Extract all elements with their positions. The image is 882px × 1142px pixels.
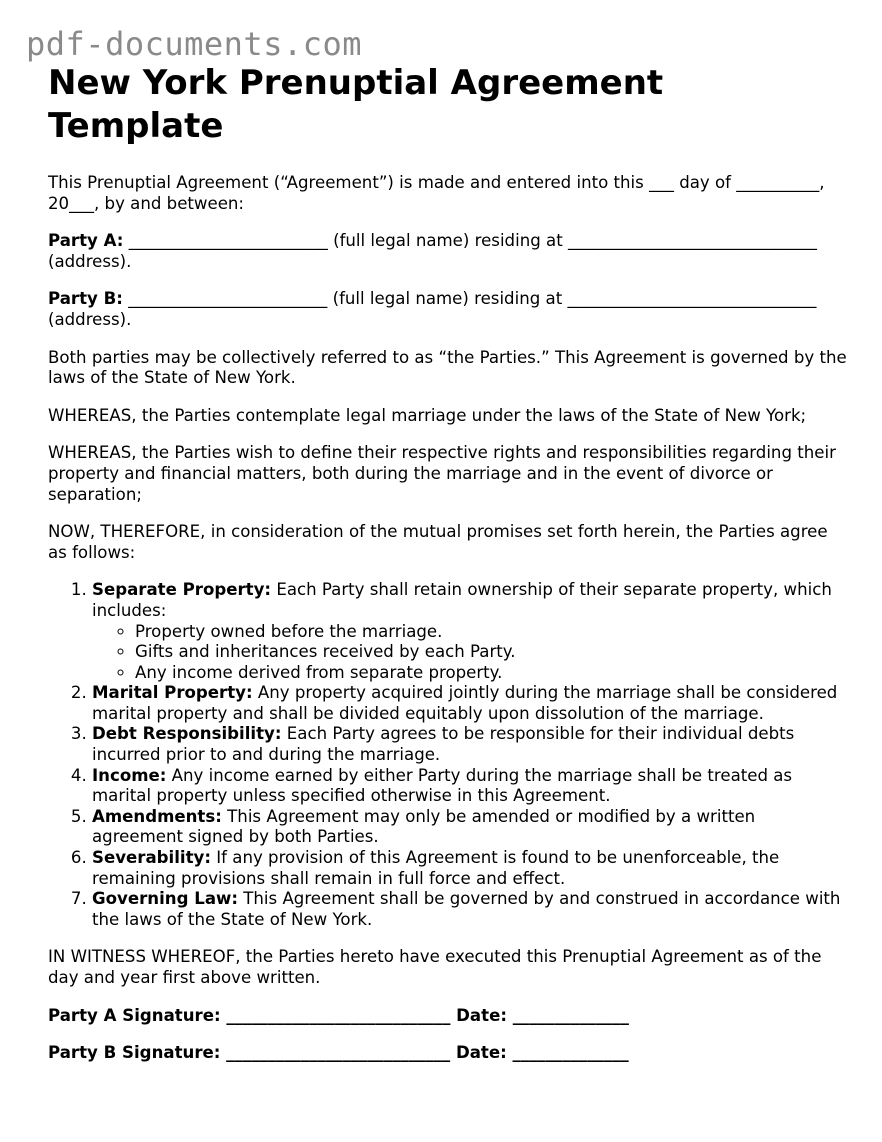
document-page [48, 62, 848, 1064]
page-title: New York Prenuptial Agreement Template [48, 63, 664, 146]
party-b-signature-line: Party B Signature: ___________________________ Date: ______________ [48, 1043, 629, 1063]
clause-text: Any income earned by either Party during the marriage shall be treated as marital property unless specified otherwise in this Agreement. [92, 765, 793, 806]
witness-paragraph: IN WITNESS WHEREOF, the Parties hereto have executed this Prenuptial Agreement as of the day and year first above written. [48, 947, 822, 987]
party-a-paragraph [48, 231, 848, 272]
clause-label: Marital Property: [92, 683, 253, 703]
now-therefore-paragraph: NOW, THEREFORE, in consideration of the mutual promises set forth herein, the Parties agree as follows: [48, 522, 828, 562]
clause-label: Income: [92, 765, 167, 785]
clause-label: Governing Law: [92, 889, 238, 909]
sub-list-item: ◦ Gifts and inheritances received by each Party. [135, 642, 848, 663]
sub-list-item: ◦ Any income derived from separate property. [135, 663, 848, 684]
clause-label: Severability: [92, 848, 211, 868]
clause-text: This Agreement shall be governed by and construed in accordance with the laws of the State of New York. [92, 889, 841, 929]
party-a-text: ________________________ (full legal name) residing at ______________________________ (address). [48, 231, 817, 271]
party-b-text: ________________________ (full legal name) residing at ______________________________ (address). [48, 289, 817, 329]
collective-paragraph: Both parties may be collectively referred to as “the Parties.” This Agreement is governed by the laws of the State of New York. [48, 347, 847, 388]
clause-item [92, 848, 848, 889]
clause-item [92, 807, 848, 848]
whereas-paragraph-1: WHEREAS, the Parties contemplate legal marriage under the laws of the State of New York; [48, 405, 807, 425]
clause-text: If any provision of this Agreement is found to be unenforceable, the remaining provisions shall remain in full force and effect. [92, 848, 780, 888]
separate-property-sublist [92, 622, 848, 684]
clause-item [92, 889, 848, 930]
sub-list-item: ◦ Property owned before the marriage. [135, 622, 848, 643]
clause-item [92, 724, 848, 765]
party-b-paragraph [48, 289, 848, 330]
watermark: pdf-documents.com [26, 25, 363, 63]
clause-item [92, 683, 848, 724]
party-a-signature-line: Party A Signature: ___________________________ Date: ______________ [48, 1005, 629, 1025]
clause-label: Amendments: [92, 806, 222, 826]
clause-text: Any property acquired jointly during the marriage shall be considered marital property and shall be divided equitably upon dissolution of the marriage. [92, 683, 838, 723]
clauses-list [48, 580, 848, 930]
party-a-label: Party A: [48, 231, 124, 251]
whereas-paragraph-2: WHEREAS, the Parties wish to define their respective rights and responsibilities regarding their property and financial matters, both during the marriage and in the event of divorce or separation; [48, 443, 836, 504]
clause-text: Each Party shall retain ownership of their separate property, which includes: [92, 580, 832, 620]
intro-paragraph: This Prenuptial Agreement (“Agreement”) is made and entered into this ___ day of __________, 20___, by and between: [48, 173, 825, 213]
clause-item [92, 766, 848, 807]
clause-label: Debt Responsibility: [92, 724, 282, 744]
clause-item [92, 580, 848, 683]
clause-label: Separate Property: [92, 580, 272, 600]
clause-text: This Agreement may only be amended or modified by a written agreement signed by both Parties. [92, 806, 756, 847]
party-b-label: Party B: [48, 289, 123, 309]
clause-text: Each Party agrees to be responsible for their individual debts incurred prior to and during the marriage. [92, 724, 795, 765]
